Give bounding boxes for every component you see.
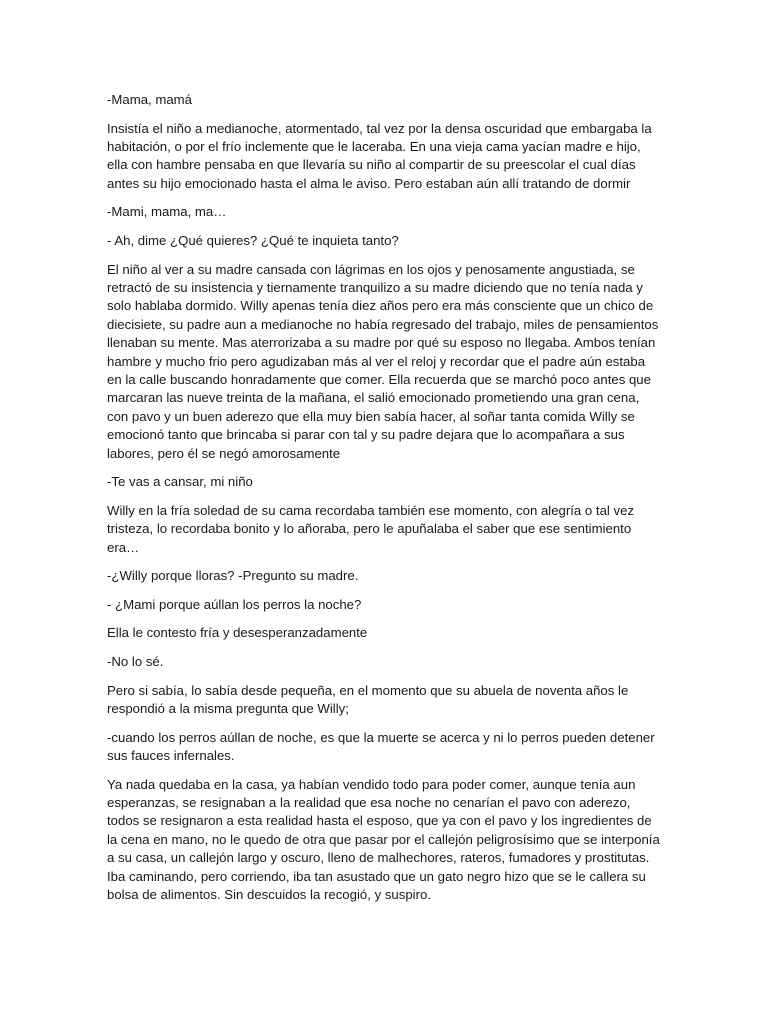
- paragraph-14: Ya nada quedaba en la casa, ya habían vendido todo para poder comer, aunque tenía aun esperanzas, se resignaban a la realidad que esa noche no cenarían el pavo con aderezo, todos se resignaron a esta realidad hasta el esposo, que ya con el pavo y los ingredientes de la cena en mano, no le quedo de otra que pasar por el callejón peligrosísimo que se interponía a su casa, un callejón largo y oscuro, lleno de malhechores, rateros, fumadores y prostitutas. Iba caminando, pero corriendo, iba tan asustado que un gato negro hizo que se le callera su bolsa de alimentos. Sin descuidos la recogió, y suspiro.: [107, 776, 660, 903]
- paragraph-4: - Ah, dime ¿Qué quieres? ¿Qué te inquieta tanto?: [107, 233, 399, 248]
- paragraph-2: Insistía el niño a medianoche, atormentado, tal vez por la densa oscuridad que embargaba la habitación, o por el frío inclemente que le laceraba. En una vieja cama yacían madre e hijo, ella con hambre pensaba en que llevaría su niño al compartir de su preescolar el cual días antes su hijo emocionado hasta el alma le aviso. Pero estaban aún allí tratando de dormir: [107, 120, 652, 191]
- paragraph-8: -¿Willy porque lloras? -Pregunto su madre.: [107, 568, 359, 584]
- paragraph-10: Ella le contesto fría y desesperanzadamente: [107, 625, 368, 641]
- paragraph-5: El niño al ver a su madre cansada con lágrimas en los ojos y penosamente angustiada, se retractó de su insistencia y tiernamente tranquilizo a su madre diciendo que no tenía nada y solo hablaba dormido. Willy apenas tenía diez años pero era más consciente que un chico de diecisiete, su padre aun a medianoche no había regresado del trabajo, miles de pensamientos llenaban su mente. Mas aterrorizaba a su madre por qué su esposo no llegaba. Ambos tenían hambre y mucho frio pero agudizaban más al ver el reloj y recordar que el padre aún estaba en la calle buscando honradamente que comer. Ella recuerda que se marchó poco antes que marcaran las nueve treinta de la mañana, el salió emocionado prometiendo una gran cena, con pavo y un buen aderezo que ella muy bien sabía hacer, al soñar tanta comida Willy se emocionó tanto que brincaba si parar con tal y su padre dejara que lo acompañara a sus labores, pero él se negó amorosamente: [107, 261, 659, 461]
- paragraph-13: -cuando los perros aúllan de noche, es que la muerte se acerca y ni lo perros pueden detener sus fauces infernales.: [107, 729, 655, 764]
- paragraph-12: Pero si sabía, lo sabía desde pequeña, en el momento que su abuela de noventa años le respondió a la misma pregunta que Willy;: [107, 682, 629, 717]
- document-body: [107, 91, 663, 915]
- paragraph-1: -Mama, mamá: [107, 92, 192, 107]
- paragraph-7: Willy en la fría soledad de su cama recordaba también ese momento, con alegría o tal vez tristeza, lo recordaba bonito y lo añoraba, pero le apuñalaba el saber que ese sentimiento era…: [107, 502, 635, 555]
- paragraph-11: -No lo sé.: [107, 654, 164, 670]
- paragraph-3: -Mami, mama, ma…: [107, 204, 227, 220]
- paragraph-6: -Te vas a cansar, mi niño: [107, 474, 253, 490]
- paragraph-9: - ¿Mami porque aúllan los perros la noche?: [107, 596, 362, 612]
